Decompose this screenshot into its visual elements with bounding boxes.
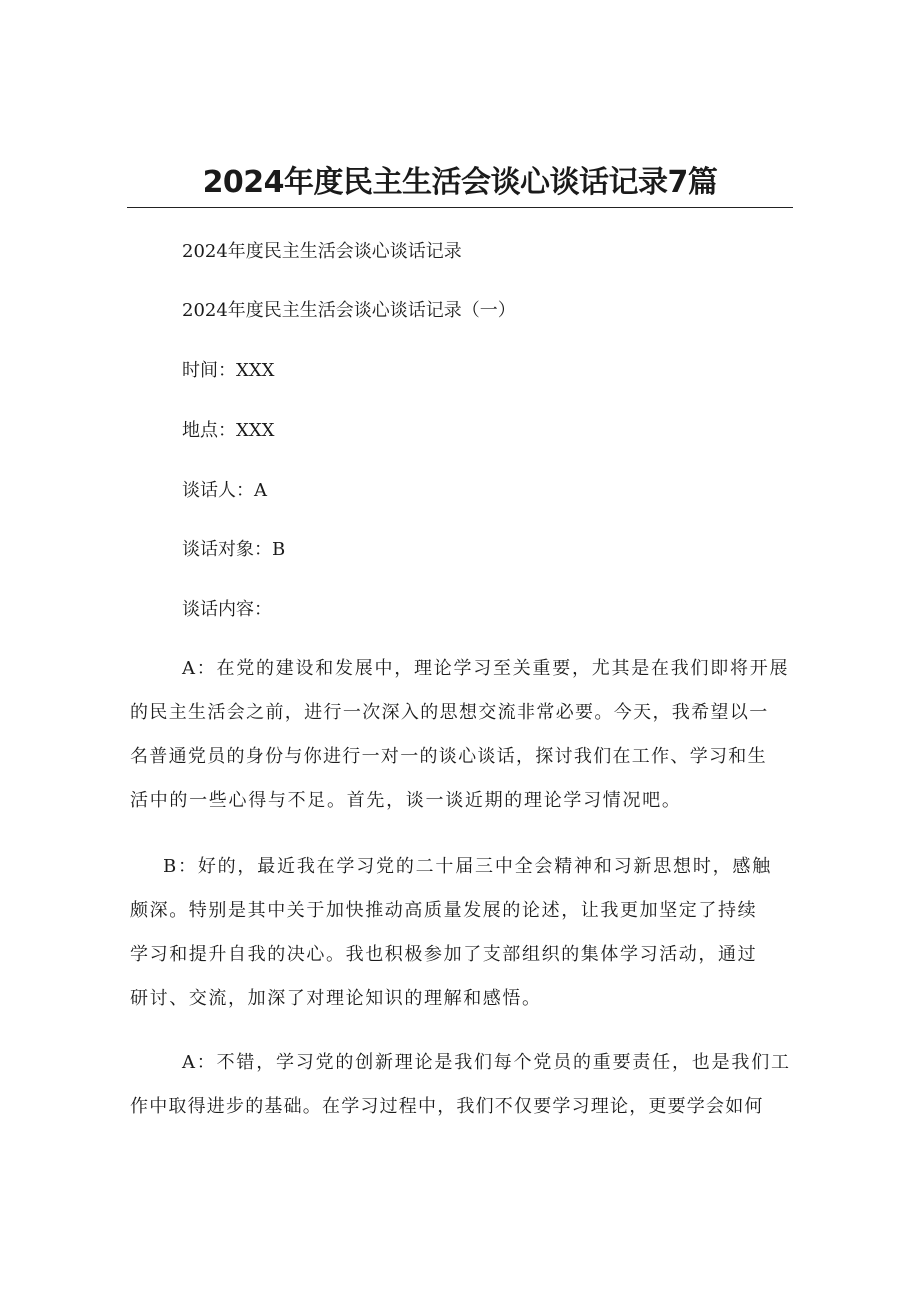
paragraph-line: 作中取得进步的基础。在学习过程中，我们不仅要学习理论，更要学会如何 <box>130 1096 764 1117</box>
paragraph-line: A：在党的建设和发展中，理论学习至关重要，尤其是在我们即将开展 <box>182 658 790 679</box>
paragraph-line: B：好的，最近我在学习党的二十届三中全会精神和习新思想时，感触 <box>163 856 773 877</box>
paragraph-line: 颇深。特别是其中关于加快推动高质量发展的论述，让我更加坚定了持续 <box>130 900 758 921</box>
meta-place: 地点：XXX <box>182 420 275 441</box>
paragraph-line: 学习和提升自我的决心。我也积极参加了支部组织的集体学习活动，通过 <box>130 944 758 965</box>
paragraph-line: A：不错，学习党的创新理论是我们每个党员的重要责任，也是我们工 <box>182 1052 791 1073</box>
document-subtitle: 2024年度民主生活会谈心谈话记录 <box>182 241 462 262</box>
meta-speaker: 谈话人：A <box>182 480 267 501</box>
paragraph-line: 名普通党员的身份与你进行一对一的谈心谈话，探讨我们在工作、学习和生 <box>130 746 767 767</box>
paragraph-line: 研讨、交流，加深了对理论知识的理解和感悟。 <box>130 988 542 1009</box>
meta-content-label: 谈话内容： <box>182 599 272 620</box>
paragraph-line: 活中的一些心得与不足。首先，谈一谈近期的理论学习情况吧。 <box>130 790 682 811</box>
title-divider <box>127 207 793 208</box>
section-heading: 2024年度民主生活会谈心谈话记录（一） <box>182 300 516 321</box>
meta-time: 时间：XXX <box>182 360 275 381</box>
page-title: 2024年度民主生活会谈心谈话记录7篇 <box>202 165 718 200</box>
meta-target: 谈话对象：B <box>182 539 286 560</box>
paragraph-line: 的民主生活会之前，进行一次深入的思想交流非常必要。今天，我希望以一 <box>130 702 769 723</box>
